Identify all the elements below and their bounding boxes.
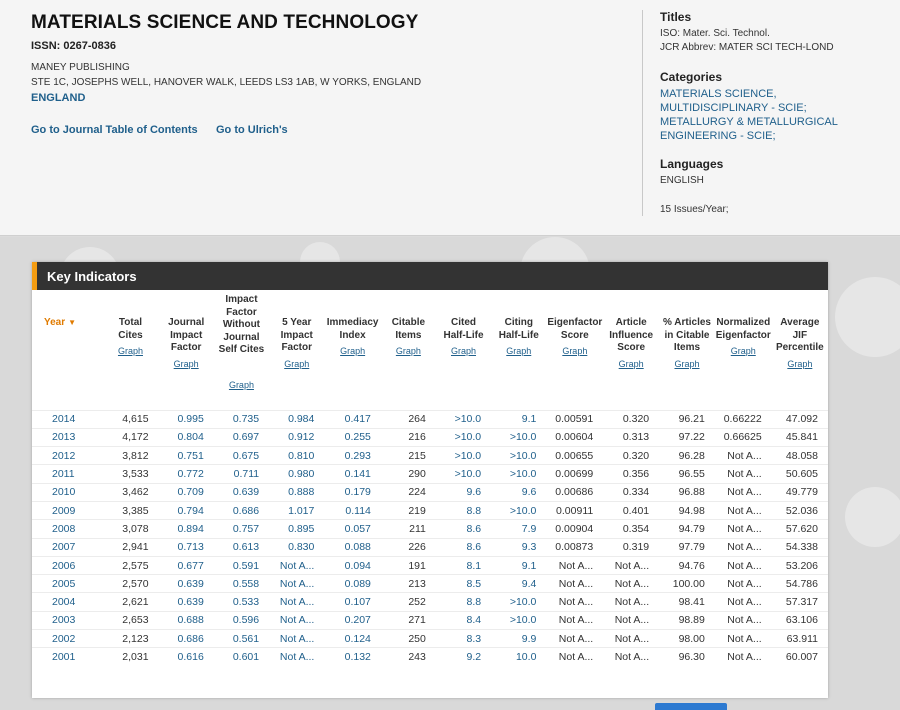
column-label: JIF (792, 329, 808, 341)
table-cell: Not A... (715, 575, 772, 593)
categories-heading: Categories (660, 70, 723, 84)
table-cell: 0.677 (159, 556, 214, 574)
table-cell: 2,621 (102, 593, 158, 611)
column-label: Average (780, 317, 820, 328)
jcr-abbrev: JCR Abbrev: MATER SCI TECH-LOND (660, 42, 834, 53)
table-cell: 0.804 (159, 428, 214, 446)
table-cell: 8.5 (436, 575, 491, 593)
table-cell: 2,031 (102, 648, 158, 666)
table-row (32, 575, 828, 593)
table-cell: 100.00 (659, 575, 715, 593)
table-cell: 252 (381, 593, 436, 611)
issues-per-year: 15 Issues/Year; (660, 204, 729, 215)
table-cell: >10.0 (491, 593, 546, 611)
graph-link[interactable]: Graph (173, 358, 199, 369)
table-cell: 9.1 (491, 556, 546, 574)
year-link[interactable]: 2006 (32, 556, 102, 574)
year-link[interactable]: 2001 (32, 648, 102, 666)
column-label: Cites (118, 329, 143, 341)
table-cell: 0.558 (214, 575, 269, 593)
publisher-address: STE 1C, JOSEPHS WELL, HANOVER WALK, LEEDS LS3 1AB, W YORKS, ENGLAND (31, 77, 422, 88)
table-cell: Not A... (715, 648, 772, 666)
category-link[interactable]: METALLURGY & METALLURGICAL (660, 116, 838, 128)
table-cell: 0.772 (159, 465, 214, 483)
column-label: Items (673, 342, 701, 353)
country: ENGLAND (31, 92, 86, 104)
table-cell: 0.107 (324, 593, 381, 611)
table-cell: 0.995 (159, 410, 214, 428)
table-cell: 54.338 (772, 538, 828, 556)
table-cell: >10.0 (491, 465, 546, 483)
table-cell: >10.0 (436, 410, 491, 428)
table-cell: 0.895 (269, 520, 324, 538)
table-cell: 60.007 (772, 648, 828, 666)
column-header (491, 290, 546, 410)
table-cell: 0.675 (214, 447, 269, 465)
table-cell: 0.794 (159, 501, 214, 519)
table-cell: 0.00904 (546, 520, 603, 538)
column-label: Eigenfactor (715, 329, 771, 341)
table-cell: Not A... (603, 648, 659, 666)
table-cell: 8.8 (436, 501, 491, 519)
column-label: in Citable (664, 329, 710, 341)
header-divider (642, 10, 643, 216)
table-cell: 0.639 (159, 593, 214, 611)
language: ENGLISH (660, 175, 704, 186)
year-link[interactable]: 2013 (32, 428, 102, 446)
graph-link[interactable]: Graph (506, 346, 532, 356)
table-cell: 3,533 (102, 465, 158, 483)
table-cell: 9.2 (436, 648, 491, 666)
column-label: Items (395, 329, 422, 341)
journal-toc-link[interactable]: Go to Journal Table of Contents (31, 124, 198, 136)
column-label: Half-Life (443, 329, 484, 341)
year-link[interactable]: 2002 (32, 630, 102, 648)
table-cell: 8.4 (436, 611, 491, 629)
year-link[interactable]: 2007 (32, 538, 102, 556)
year-link[interactable]: 2011 (32, 465, 102, 483)
table-cell: 63.911 (772, 630, 828, 648)
graph-link[interactable]: Graph (562, 346, 588, 356)
table-cell: 94.98 (659, 501, 715, 519)
table-cell: 4,615 (102, 410, 158, 428)
table-cell: 0.179 (324, 483, 381, 501)
table-cell: 0.401 (603, 501, 659, 519)
table-cell: 98.41 (659, 593, 715, 611)
table-cell: 250 (381, 630, 436, 648)
table-cell: 0.207 (324, 611, 381, 629)
ulrichs-link[interactable]: Go to Ulrich's (216, 124, 288, 136)
column-label: Impact (170, 329, 203, 341)
column-header (324, 290, 381, 410)
table-row (32, 465, 828, 483)
table-cell: Not A... (715, 483, 772, 501)
table-cell: 0.984 (269, 410, 324, 428)
graph-link[interactable]: Graph (228, 379, 254, 390)
table-cell: 47.092 (772, 410, 828, 428)
table-cell: 0.293 (324, 447, 381, 465)
column-header (269, 290, 324, 410)
table-cell: 2,123 (102, 630, 158, 648)
table-cell: 191 (381, 556, 436, 574)
column-label: Normalized (716, 317, 771, 328)
column-label: Influence (609, 329, 654, 341)
table-cell: Not A... (715, 465, 772, 483)
table-cell: 213 (381, 575, 436, 593)
column-label: Year (44, 317, 66, 328)
column-label: % Articles (663, 317, 711, 328)
table-cell: Not A... (715, 593, 772, 611)
graph-link[interactable]: Graph (340, 346, 366, 356)
column-header (715, 290, 772, 410)
column-label: Score (560, 329, 589, 341)
table-cell: 0.00699 (546, 465, 603, 483)
table-cell: 97.79 (659, 538, 715, 556)
table-cell: 0.114 (324, 501, 381, 519)
table-cell: Not A... (603, 556, 659, 574)
table-cell: 3,385 (102, 501, 158, 519)
table-cell: 290 (381, 465, 436, 483)
table-cell: 8.6 (436, 538, 491, 556)
year-link[interactable]: 2014 (32, 410, 102, 428)
column-label: Factor (170, 342, 202, 353)
column-label: 5 Year (282, 317, 312, 328)
table-cell: 0.320 (603, 410, 659, 428)
column-header (159, 290, 214, 410)
table-cell: 9.4 (491, 575, 546, 593)
table-cell: 63.106 (772, 611, 828, 629)
publisher: MANEY PUBLISHING (31, 62, 130, 73)
table-row (32, 611, 828, 629)
column-label: Citing (504, 317, 533, 328)
table-cell: Not A... (546, 611, 603, 629)
table-cell: 94.76 (659, 556, 715, 574)
table-cell: 0.533 (214, 593, 269, 611)
table-cell: 0.697 (214, 428, 269, 446)
table-cell: 0.688 (159, 611, 214, 629)
column-label: Article (615, 317, 647, 328)
table-cell: Not A... (546, 593, 603, 611)
table-cell: 0.751 (159, 447, 214, 465)
table-cell: >10.0 (491, 428, 546, 446)
table-cell: 0.66222 (715, 410, 772, 428)
graph-link[interactable]: Graph (395, 346, 421, 356)
titles-heading: Titles (660, 10, 692, 24)
table-cell: 0.124 (324, 630, 381, 648)
table-cell: 53.206 (772, 556, 828, 574)
table-cell: 54.786 (772, 575, 828, 593)
key-indicators-title: Key Indicators (32, 262, 828, 290)
table-cell: Not A... (269, 648, 324, 666)
column-label: Half-Life (498, 329, 539, 341)
column-label: Index (339, 329, 366, 341)
background-bubble (835, 277, 900, 357)
table-cell: 0.591 (214, 556, 269, 574)
table-cell: 48.058 (772, 447, 828, 465)
table-cell: 2,941 (102, 538, 158, 556)
table-cell: 9.6 (436, 483, 491, 501)
table-cell: 94.79 (659, 520, 715, 538)
graph-link[interactable]: Graph (674, 358, 700, 369)
table-cell: 215 (381, 447, 436, 465)
table-row (32, 593, 828, 611)
table-cell: 0.639 (214, 483, 269, 501)
column-header (603, 290, 659, 410)
table-cell: 8.6 (436, 520, 491, 538)
table-cell: 0.810 (269, 447, 324, 465)
table-cell: 0.561 (214, 630, 269, 648)
table-cell: Not A... (269, 611, 324, 629)
table-cell: 0.686 (214, 501, 269, 519)
table-cell: 0.00873 (546, 538, 603, 556)
table-cell: 271 (381, 611, 436, 629)
year-link[interactable]: 2012 (32, 447, 102, 465)
table-cell: Not A... (546, 575, 603, 593)
column-header (546, 290, 603, 410)
table-cell: 0.980 (269, 465, 324, 483)
table-cell: Not A... (715, 611, 772, 629)
column-label: Cited (451, 317, 476, 328)
year-link[interactable]: 2003 (32, 611, 102, 629)
table-cell: 0.255 (324, 428, 381, 446)
graph-link[interactable]: Graph (284, 358, 310, 369)
table-cell: 0.132 (324, 648, 381, 666)
table-cell: 50.605 (772, 465, 828, 483)
table-cell: Not A... (715, 520, 772, 538)
graph-link[interactable]: Graph (618, 358, 644, 369)
column-label: Journal (168, 317, 205, 328)
column-header (772, 290, 828, 410)
table-cell: 0.713 (159, 538, 214, 556)
table-cell: 0.709 (159, 483, 214, 501)
table-cell: >10.0 (491, 501, 546, 519)
table-cell: Not A... (546, 648, 603, 666)
column-header (436, 290, 491, 410)
table-cell: 96.21 (659, 410, 715, 428)
table-row (32, 447, 828, 465)
table-cell: >10.0 (436, 428, 491, 446)
column-label: Impact (280, 329, 313, 341)
column-label: Journal (223, 331, 260, 343)
table-cell: 0.00591 (546, 410, 603, 428)
column-header (214, 290, 269, 410)
table-cell: 3,462 (102, 483, 158, 501)
table-cell: 57.620 (772, 520, 828, 538)
table-cell: 10.0 (491, 648, 546, 666)
column-header (659, 290, 715, 410)
column-label: Total (118, 317, 143, 328)
column-label: Score (617, 342, 646, 353)
table-cell: 49.779 (772, 483, 828, 501)
column-label: Citable (391, 317, 426, 328)
table-row (32, 410, 828, 428)
year-link[interactable]: 2010 (32, 483, 102, 501)
table-cell: 8.3 (436, 630, 491, 648)
table-cell: 98.00 (659, 630, 715, 648)
table-cell: 0.00686 (546, 483, 603, 501)
table-cell: Not A... (269, 630, 324, 648)
table-cell: Not A... (546, 630, 603, 648)
category-link[interactable]: MATERIALS SCIENCE, (660, 88, 777, 100)
table-cell: 0.888 (269, 483, 324, 501)
table-cell: 243 (381, 648, 436, 666)
graph-link[interactable]: Graph (451, 346, 477, 356)
table-cell: 0.830 (269, 538, 324, 556)
table-cell: 0.596 (214, 611, 269, 629)
table-cell: Not A... (546, 556, 603, 574)
table-cell: 0.141 (324, 465, 381, 483)
key-indicators-panel (32, 262, 828, 698)
graph-link[interactable]: Graph (117, 346, 143, 356)
table-cell: 0.00655 (546, 447, 603, 465)
column-label: Eigenfactor (547, 317, 603, 328)
table-cell: 0.094 (324, 556, 381, 574)
table-cell: Not A... (269, 556, 324, 574)
table-cell: 0.66625 (715, 428, 772, 446)
table-cell: Not A... (603, 630, 659, 648)
table-row (32, 630, 828, 648)
table-cell: 0.912 (269, 428, 324, 446)
table-cell: 45.841 (772, 428, 828, 446)
table-cell: Not A... (715, 538, 772, 556)
table-cell: 211 (381, 520, 436, 538)
year-link[interactable]: 2008 (32, 520, 102, 538)
year-link[interactable]: 2004 (32, 593, 102, 611)
table-cell: 0.711 (214, 465, 269, 483)
table-cell: >10.0 (436, 447, 491, 465)
table-cell: 3,812 (102, 447, 158, 465)
table-cell: 0.00911 (546, 501, 603, 519)
table-cell: 2,575 (102, 556, 158, 574)
table-cell: Not A... (269, 575, 324, 593)
column-label: Self Cites (218, 344, 265, 355)
table-row (32, 556, 828, 574)
table-cell: 96.30 (659, 648, 715, 666)
languages-heading: Languages (660, 157, 724, 171)
table-cell: 0.00604 (546, 428, 603, 446)
table-cell: 0.320 (603, 447, 659, 465)
journal-header (0, 0, 900, 236)
table-cell: 0.319 (603, 538, 659, 556)
table-cell: 3,078 (102, 520, 158, 538)
iso-abbrev: ISO: Mater. Sci. Technol. (660, 28, 770, 39)
table-cell: 52.036 (772, 501, 828, 519)
column-label: Factor (226, 306, 257, 318)
table-row (32, 648, 828, 666)
table-cell: 0.686 (159, 630, 214, 648)
graph-link[interactable]: Graph (787, 358, 813, 369)
table-cell: 0.057 (324, 520, 381, 538)
year-link[interactable]: 2009 (32, 501, 102, 519)
table-cell: 219 (381, 501, 436, 519)
year-link[interactable]: 2005 (32, 575, 102, 593)
table-cell: Not A... (603, 593, 659, 611)
table-cell: >10.0 (491, 447, 546, 465)
table-cell: 226 (381, 538, 436, 556)
table-cell: 264 (381, 410, 436, 428)
table-cell: 0.757 (214, 520, 269, 538)
table-row (32, 538, 828, 556)
table-row (32, 483, 828, 501)
indicators-table (32, 290, 828, 666)
table-cell: 4,172 (102, 428, 158, 446)
table-cell: 0.088 (324, 538, 381, 556)
table-cell: 0.735 (214, 410, 269, 428)
language-toggle-button[interactable] (655, 703, 727, 710)
table-row (32, 428, 828, 446)
table-cell: >10.0 (491, 611, 546, 629)
table-cell: 9.1 (491, 410, 546, 428)
category-link[interactable]: MULTIDISCIPLINARY - SCIE; (660, 102, 807, 114)
category-link[interactable]: ENGINEERING - SCIE; (660, 130, 776, 142)
table-cell: 1.017 (269, 501, 324, 519)
table-row (32, 520, 828, 538)
table-cell: 2,653 (102, 611, 158, 629)
column-label: Percentile (775, 342, 824, 353)
table-cell: >10.0 (436, 465, 491, 483)
table-cell: 96.28 (659, 447, 715, 465)
table-cell: 0.613 (214, 538, 269, 556)
table-cell: 98.89 (659, 611, 715, 629)
table-cell: 8.8 (436, 593, 491, 611)
issn: ISSN: 0267-0836 (31, 40, 116, 52)
table-cell: 0.601 (214, 648, 269, 666)
table-cell: 7.9 (491, 520, 546, 538)
column-label: Factor (281, 342, 312, 353)
table-cell: 96.55 (659, 465, 715, 483)
table-cell: Not A... (715, 447, 772, 465)
year-sort-header[interactable] (32, 290, 102, 410)
table-cell: 8.1 (436, 556, 491, 574)
table-cell: 97.22 (659, 428, 715, 446)
table-cell: Not A... (715, 556, 772, 574)
table-cell: 0.334 (603, 483, 659, 501)
column-label: Immediacy (326, 317, 379, 328)
column-header (381, 290, 436, 410)
table-cell: 0.894 (159, 520, 214, 538)
background-bubble (845, 487, 900, 547)
table-cell: 2,570 (102, 575, 158, 593)
column-label: Impact (225, 294, 258, 305)
table-cell: 0.354 (603, 520, 659, 538)
table-cell: 0.639 (159, 575, 214, 593)
table-cell: 0.313 (603, 428, 659, 446)
sort-caret-icon: ▼ (68, 318, 77, 327)
column-label: Without (222, 319, 261, 330)
table-cell: 96.88 (659, 483, 715, 501)
table-cell: 224 (381, 483, 436, 501)
table-cell: 0.417 (324, 410, 381, 428)
table-cell: Not A... (715, 630, 772, 648)
table-cell: 0.356 (603, 465, 659, 483)
table-cell: 9.6 (491, 483, 546, 501)
graph-link[interactable]: Graph (730, 346, 756, 356)
table-cell: Not A... (603, 575, 659, 593)
column-header (102, 290, 158, 410)
table-cell: 9.3 (491, 538, 546, 556)
table-cell: 216 (381, 428, 436, 446)
table-cell: 9.9 (491, 630, 546, 648)
table-cell: 0.089 (324, 575, 381, 593)
table-row (32, 501, 828, 519)
table-cell: Not A... (603, 611, 659, 629)
table-cell: Not A... (715, 501, 772, 519)
table-cell: 57.317 (772, 593, 828, 611)
journal-title: MATERIALS SCIENCE AND TECHNOLOGY (31, 12, 419, 33)
table-cell: Not A... (269, 593, 324, 611)
table-cell: 0.616 (159, 648, 214, 666)
